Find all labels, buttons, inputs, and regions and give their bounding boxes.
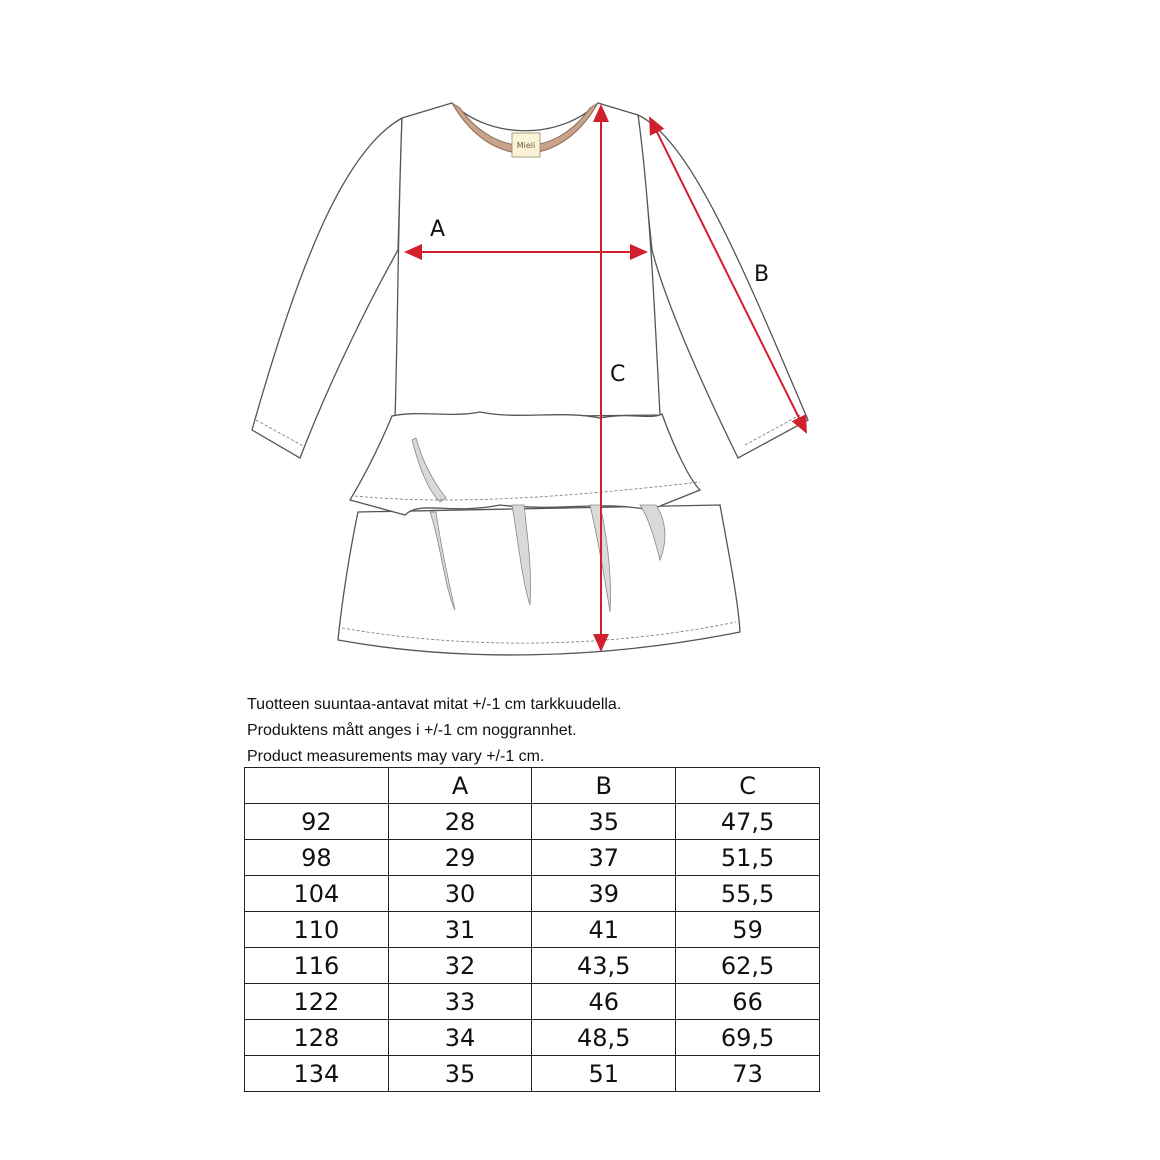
- cell-c: 51,5: [676, 840, 820, 876]
- table-row: [245, 804, 820, 840]
- label-a: A: [430, 217, 446, 242]
- cell-b: 41: [532, 912, 676, 948]
- cell-b: 48,5: [532, 1020, 676, 1056]
- label-tag: [512, 133, 540, 157]
- cell-b: 43,5: [532, 948, 676, 984]
- cell-b: 46: [532, 984, 676, 1020]
- cell-c: 47,5: [676, 804, 820, 840]
- cell-c: 66: [676, 984, 820, 1020]
- table-row: [245, 984, 820, 1020]
- note-swedish: Produktens mått anges i +/-1 cm noggrannhet.: [247, 722, 577, 739]
- cell-a: 30: [388, 876, 532, 912]
- label-c: C: [610, 362, 626, 387]
- measurement-notes: [247, 692, 847, 770]
- cell-size: 98: [245, 840, 389, 876]
- svg-text:Mieli: Mieli: [516, 141, 536, 150]
- cell-c: 59: [676, 912, 820, 948]
- cell-c: 73: [676, 1056, 820, 1092]
- table-row: [245, 1056, 820, 1092]
- cell-b: 35: [532, 804, 676, 840]
- cell-b: 51: [532, 1056, 676, 1092]
- cell-size: 116: [245, 948, 389, 984]
- header-a: A: [388, 768, 532, 804]
- cell-a: 29: [388, 840, 532, 876]
- header-size: [245, 768, 389, 804]
- cell-size: 128: [245, 1020, 389, 1056]
- size-table: [244, 767, 820, 1092]
- cell-size: 122: [245, 984, 389, 1020]
- header-b: B: [532, 768, 676, 804]
- note-english: Product measurements may vary +/-1 cm.: [247, 748, 545, 765]
- cell-a: 35: [388, 1056, 532, 1092]
- header-c: C: [676, 768, 820, 804]
- cell-c: 62,5: [676, 948, 820, 984]
- table-row: [245, 912, 820, 948]
- table-row: [245, 840, 820, 876]
- cell-size: 104: [245, 876, 389, 912]
- note-finnish: Tuotteen suuntaa-antavat mitat +/-1 cm tarkkuudella.: [247, 696, 622, 713]
- cell-size: 92: [245, 804, 389, 840]
- table-row: [245, 948, 820, 984]
- cell-b: 39: [532, 876, 676, 912]
- cell-size: 110: [245, 912, 389, 948]
- table-row: [245, 1020, 820, 1056]
- cell-size: 134: [245, 1056, 389, 1092]
- table-row: [245, 876, 820, 912]
- cell-a: 33: [388, 984, 532, 1020]
- cell-a: 31: [388, 912, 532, 948]
- cell-c: 69,5: [676, 1020, 820, 1056]
- cell-a: 34: [388, 1020, 532, 1056]
- cell-a: 28: [388, 804, 532, 840]
- cell-b: 37: [532, 840, 676, 876]
- cell-a: 32: [388, 948, 532, 984]
- cell-c: 55,5: [676, 876, 820, 912]
- table-header-row: [245, 768, 820, 804]
- label-b: B: [754, 262, 770, 287]
